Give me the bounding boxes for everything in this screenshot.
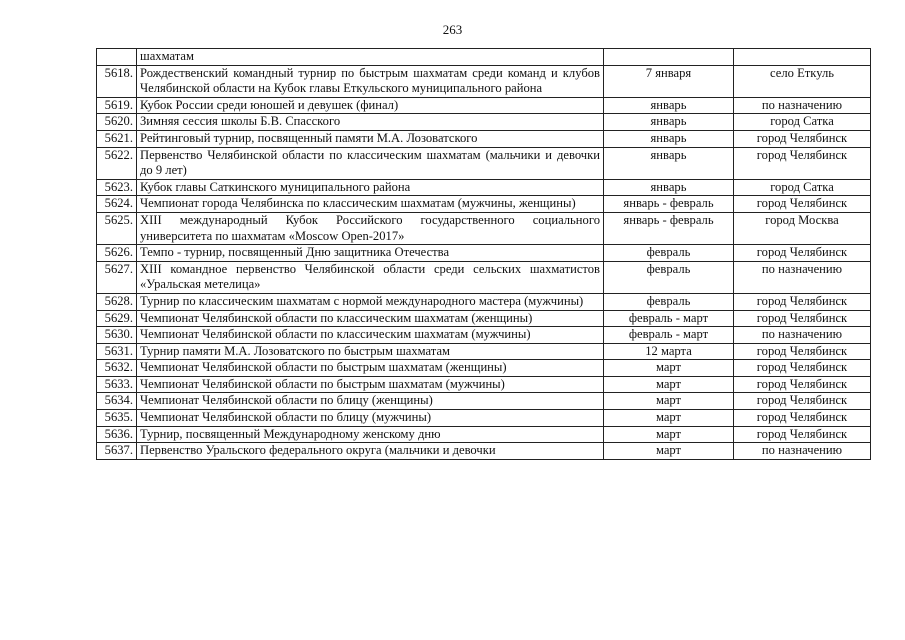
- event-place: по назначению: [734, 97, 871, 114]
- table-row: [97, 410, 871, 427]
- row-number: 5631.: [97, 343, 137, 360]
- event-date: март: [604, 410, 734, 427]
- event-name: Зимняя сессия школы Б.В. Спасского: [137, 114, 604, 131]
- event-date: январь: [604, 97, 734, 114]
- event-name: Турнир, посвященный Международному женскому дню: [137, 426, 604, 443]
- row-number: [97, 49, 137, 66]
- row-number: 5636.: [97, 426, 137, 443]
- event-name: XIII международный Кубок Российского государственного социального университета по шахматам «Moscow Open-2017»: [137, 212, 604, 244]
- event-name: Первенство Челябинской области по классическим шахматам (мальчики и девочки до 9 лет): [137, 147, 604, 179]
- event-date: март: [604, 393, 734, 410]
- event-name: Чемпионат Челябинской области по классическим шахматам (женщины): [137, 310, 604, 327]
- event-date: март: [604, 376, 734, 393]
- event-date: февраль - март: [604, 327, 734, 344]
- row-number: 5626.: [97, 245, 137, 262]
- event-date: январь: [604, 147, 734, 179]
- table-row: [97, 97, 871, 114]
- event-place: город Челябинск: [734, 310, 871, 327]
- event-name: Турнир памяти М.А. Лозоватского по быстрым шахматам: [137, 343, 604, 360]
- event-name: Кубок главы Саткинского муниципального района: [137, 179, 604, 196]
- event-name: Первенство Уральского федерального округа (мальчики и девочки: [137, 443, 604, 460]
- row-number: 5623.: [97, 179, 137, 196]
- row-number: 5635.: [97, 410, 137, 427]
- event-date: январь - февраль: [604, 196, 734, 213]
- event-name: Чемпионат Челябинской области по быстрым шахматам (мужчины): [137, 376, 604, 393]
- event-place: город Челябинск: [734, 376, 871, 393]
- event-date: март: [604, 360, 734, 377]
- event-date: январь: [604, 179, 734, 196]
- row-number: 5625.: [97, 212, 137, 244]
- table-row: [97, 49, 871, 66]
- event-date: февраль: [604, 245, 734, 262]
- event-place: город Челябинск: [734, 426, 871, 443]
- table-row: [97, 426, 871, 443]
- event-date: февраль: [604, 293, 734, 310]
- page-number: 263: [442, 22, 463, 37]
- event-date: [604, 49, 734, 66]
- event-date: январь - февраль: [604, 212, 734, 244]
- event-date: 7 января: [604, 65, 734, 97]
- event-name: Рождественский командный турнир по быстрым шахматам среди команд и клубов Челябинской области на Кубок главы Еткульского муниципального района: [137, 65, 604, 97]
- event-name: Темпо - турнир, посвященный Дню защитника Отечества: [137, 245, 604, 262]
- event-date: февраль - март: [604, 310, 734, 327]
- table-row: [97, 360, 871, 377]
- row-number: 5618.: [97, 65, 137, 97]
- row-number: 5622.: [97, 147, 137, 179]
- event-date: 12 марта: [604, 343, 734, 360]
- table-row: [97, 114, 871, 131]
- table-row: [97, 212, 871, 244]
- table-row: [97, 393, 871, 410]
- table-row: [97, 443, 871, 460]
- event-place: город Сатка: [734, 179, 871, 196]
- event-name: Кубок России среди юношей и девушек (финал): [137, 97, 604, 114]
- row-number: 5634.: [97, 393, 137, 410]
- table-row: [97, 261, 871, 293]
- event-place: село Еткуль: [734, 65, 871, 97]
- table-row: [97, 376, 871, 393]
- event-name: шахматам: [137, 49, 604, 66]
- row-number: 5632.: [97, 360, 137, 377]
- table-row: [97, 130, 871, 147]
- event-date: январь: [604, 130, 734, 147]
- row-number: 5628.: [97, 293, 137, 310]
- table-row: [97, 196, 871, 213]
- table-row: [97, 293, 871, 310]
- table-row: [97, 245, 871, 262]
- event-place: город Челябинск: [734, 196, 871, 213]
- event-date: январь: [604, 114, 734, 131]
- event-place: город Сатка: [734, 114, 871, 131]
- event-place: город Челябинск: [734, 147, 871, 179]
- event-place: город Челябинск: [734, 343, 871, 360]
- row-number: 5619.: [97, 97, 137, 114]
- event-date: март: [604, 426, 734, 443]
- row-number: 5627.: [97, 261, 137, 293]
- event-place: город Челябинск: [734, 393, 871, 410]
- row-number: 5629.: [97, 310, 137, 327]
- event-place: [734, 49, 871, 66]
- event-name: Чемпионат Челябинской области по классическим шахматам (мужчины): [137, 327, 604, 344]
- table-row: [97, 147, 871, 179]
- event-date: февраль: [604, 261, 734, 293]
- event-name: Чемпионат Челябинской области по блицу (мужчины): [137, 410, 604, 427]
- table-row: [97, 310, 871, 327]
- event-name: Чемпионат Челябинской области по быстрым шахматам (женщины): [137, 360, 604, 377]
- event-name: Турнир по классическим шахматам с нормой международного мастера (мужчины): [137, 293, 604, 310]
- event-place: город Челябинск: [734, 245, 871, 262]
- row-number: 5621.: [97, 130, 137, 147]
- event-date: март: [604, 443, 734, 460]
- row-number: 5620.: [97, 114, 137, 131]
- events-table: [96, 48, 871, 460]
- event-name: XIII командное первенство Челябинской области среди сельских шахматистов «Уральская метелица»: [137, 261, 604, 293]
- table-row: [97, 343, 871, 360]
- row-number: 5624.: [97, 196, 137, 213]
- event-name: Чемпионат Челябинской области по блицу (женщины): [137, 393, 604, 410]
- event-place: город Челябинск: [734, 410, 871, 427]
- event-place: город Челябинск: [734, 130, 871, 147]
- event-place: город Челябинск: [734, 360, 871, 377]
- event-place: город Челябинск: [734, 293, 871, 310]
- row-number: 5633.: [97, 376, 137, 393]
- event-place: по назначению: [734, 443, 871, 460]
- events-table-body: [97, 49, 871, 460]
- row-number: 5637.: [97, 443, 137, 460]
- table-row: [97, 179, 871, 196]
- event-name: Чемпионат города Челябинска по классическим шахматам (мужчины, женщины): [137, 196, 604, 213]
- row-number: 5630.: [97, 327, 137, 344]
- event-place: по назначению: [734, 327, 871, 344]
- event-name: Рейтинговый турнир, посвященный памяти М.А. Лозоватского: [137, 130, 604, 147]
- table-row: [97, 327, 871, 344]
- event-place: по назначению: [734, 261, 871, 293]
- event-place: город Москва: [734, 212, 871, 244]
- table-row: [97, 65, 871, 97]
